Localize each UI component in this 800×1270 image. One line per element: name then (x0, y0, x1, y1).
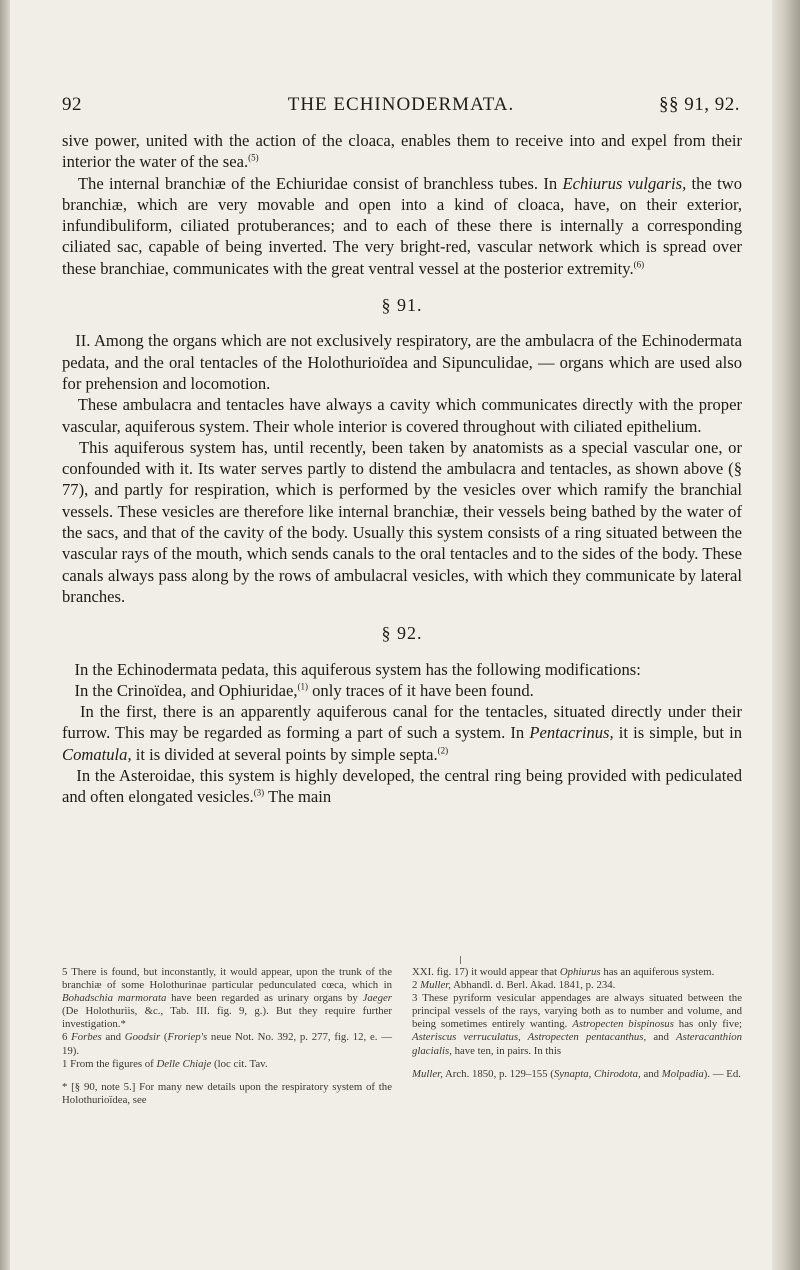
paragraph: In the Crinoïdea, and Ophiuridae,$^{(1)}$ only traces of it have been found. (74, 680, 534, 700)
footnotes (62, 966, 742, 1107)
footnote-2: 2 Muller, Abhandl. d. Berl. Akad. 1841, p. 234. (412, 979, 616, 992)
footnote-3: 3 These pyriform vesicular appendages are always situated between the principal vessels of the rays, varying both as to number and volume, and being sometimes entirely wanting. Astropecten bispinosus has only five; Asteriscus verruculatus, Astropecten pentacanthus, and Asteracanthion glacialis, have ten, in pairs. In this (412, 992, 742, 1057)
paragraph: The internal branchiæ of the Echiuridae consist of branchless tubes. In Echiurus vulgaris, the two branchiæ, which are very movable and open into a kind of cloaca, have, on their exterior, infundibuliform, ciliated protuberances; and to each of these there is internally a corresponding ciliated sac, capable of being inverted. The very bright-red, vascular network which is spread over these branchiae, communicates with the great ventral vessel at the posterior extremity.$^{(6)}$ (62, 173, 742, 278)
footnote-ref: (1) (297, 681, 308, 692)
column-divider (460, 956, 461, 964)
paragraph: sive power, united with the action of the cloaca, enables them to receive into and expel from their interior the water of the sea.$^{(5)}$ (62, 131, 742, 172)
footnotes-right-column (412, 966, 742, 1107)
section-reference: §§ 91, 92. (659, 94, 740, 115)
footnote-ref: (3) (253, 787, 265, 798)
footnote-1: 1 From the figures of Delle Chiaje (loc cit. Tav. (62, 1057, 268, 1070)
paragraph: This aquiferous system has, until recently, been taken by anatomists as a special vascular one, or confounded with it. Its water serves partly to distend the ambulacra and tentacles, as shown above (§ 77), and partly for respiration, which is performed by the vesicles over which ramify the branchial vessels. These vesicles are therefore like internal branchiæ, their vessels being bathed by the water of the sacs, and that of the cavity of the body. Usually this system consists of a ring situated between the vascular rays of the mouth, which sends canals to the oral tentacles and to the sides of the body. These canals always pass along by the rows of ambulacral vesicles, with which they communicate by lateral branches. (62, 437, 742, 606)
editor-note: * [§ 90, note 5.] For many new details upon the respiratory system of the Holothurioïdea, see (62, 1080, 392, 1106)
paragraph: In the first, there is an apparently aquiferous canal for the tentacles, situated directly under their furrow. This may be regarded as forming a part of such a system. In Pentacrinus, it is simple, but in Comatula, it is divided at several points by simple septa.$^{(2)}$ (62, 702, 743, 764)
paragraph: In the Asteroidae, this system is highly developed, the central ring being provided with pediculated and often elongated vesicles.$^{(3)}$ The main (62, 766, 743, 807)
section-heading-91: § 91. (381, 295, 423, 316)
paragraph: II. Among the organs which are not exclusively respiratory, are the ambulacra of the Echinodermata pedata, and the oral tentacles of the Holothurioïdea and Sipunculidae, — organs which are used also for prehension and locomotion. (62, 331, 743, 393)
main-text (62, 130, 742, 808)
section-heading-92: § 92. (381, 623, 423, 644)
page-edge-right (772, 0, 800, 1270)
page-gutter-left (0, 0, 10, 1270)
footnote-5: 5 There is found, but inconstantly, it would appear, upon the trunk of the branchiæ of some Holothurinae particular pedunculated cœca, which in Bohadschia marmorata have been regarded as urinary organs by Jaeger (De Holothuriis, &c., Tab. III. fig. 9, g.). But they require further investigation.* (62, 966, 392, 1031)
paragraph: In the Echinodermata pedata, this aquiferous system has the following modifications: (74, 659, 641, 679)
footnotes-left-column (62, 966, 392, 1107)
footnote-1-continued: XXI. fig. 17) it would appear that Ophiurus has an aquiferous system. (412, 966, 715, 978)
page-number: 92 (62, 94, 82, 115)
running-header (62, 94, 740, 120)
footnote-ref: (2) (437, 745, 449, 756)
editor-note-continued: Muller, Arch. 1850, p. 129–155 (Synapta, Chirodota, and Molpadia). — Ed. (412, 1067, 741, 1080)
footnote-ref: (6) (633, 259, 645, 270)
footnote-ref: (5) (248, 152, 259, 163)
footnote-6: 6 Forbes and Goodsir (Froriep's neue Not. No. 392, p. 277, fig. 12, e. — 19). (62, 1031, 392, 1057)
paragraph: These ambulacra and tentacles have always a cavity which communicates directly with the proper vascular, aquiferous system. Their whole interior is covered throughout with ciliated epithelium. (62, 395, 742, 436)
running-title: THE ECHINODERMATA. (287, 94, 515, 115)
